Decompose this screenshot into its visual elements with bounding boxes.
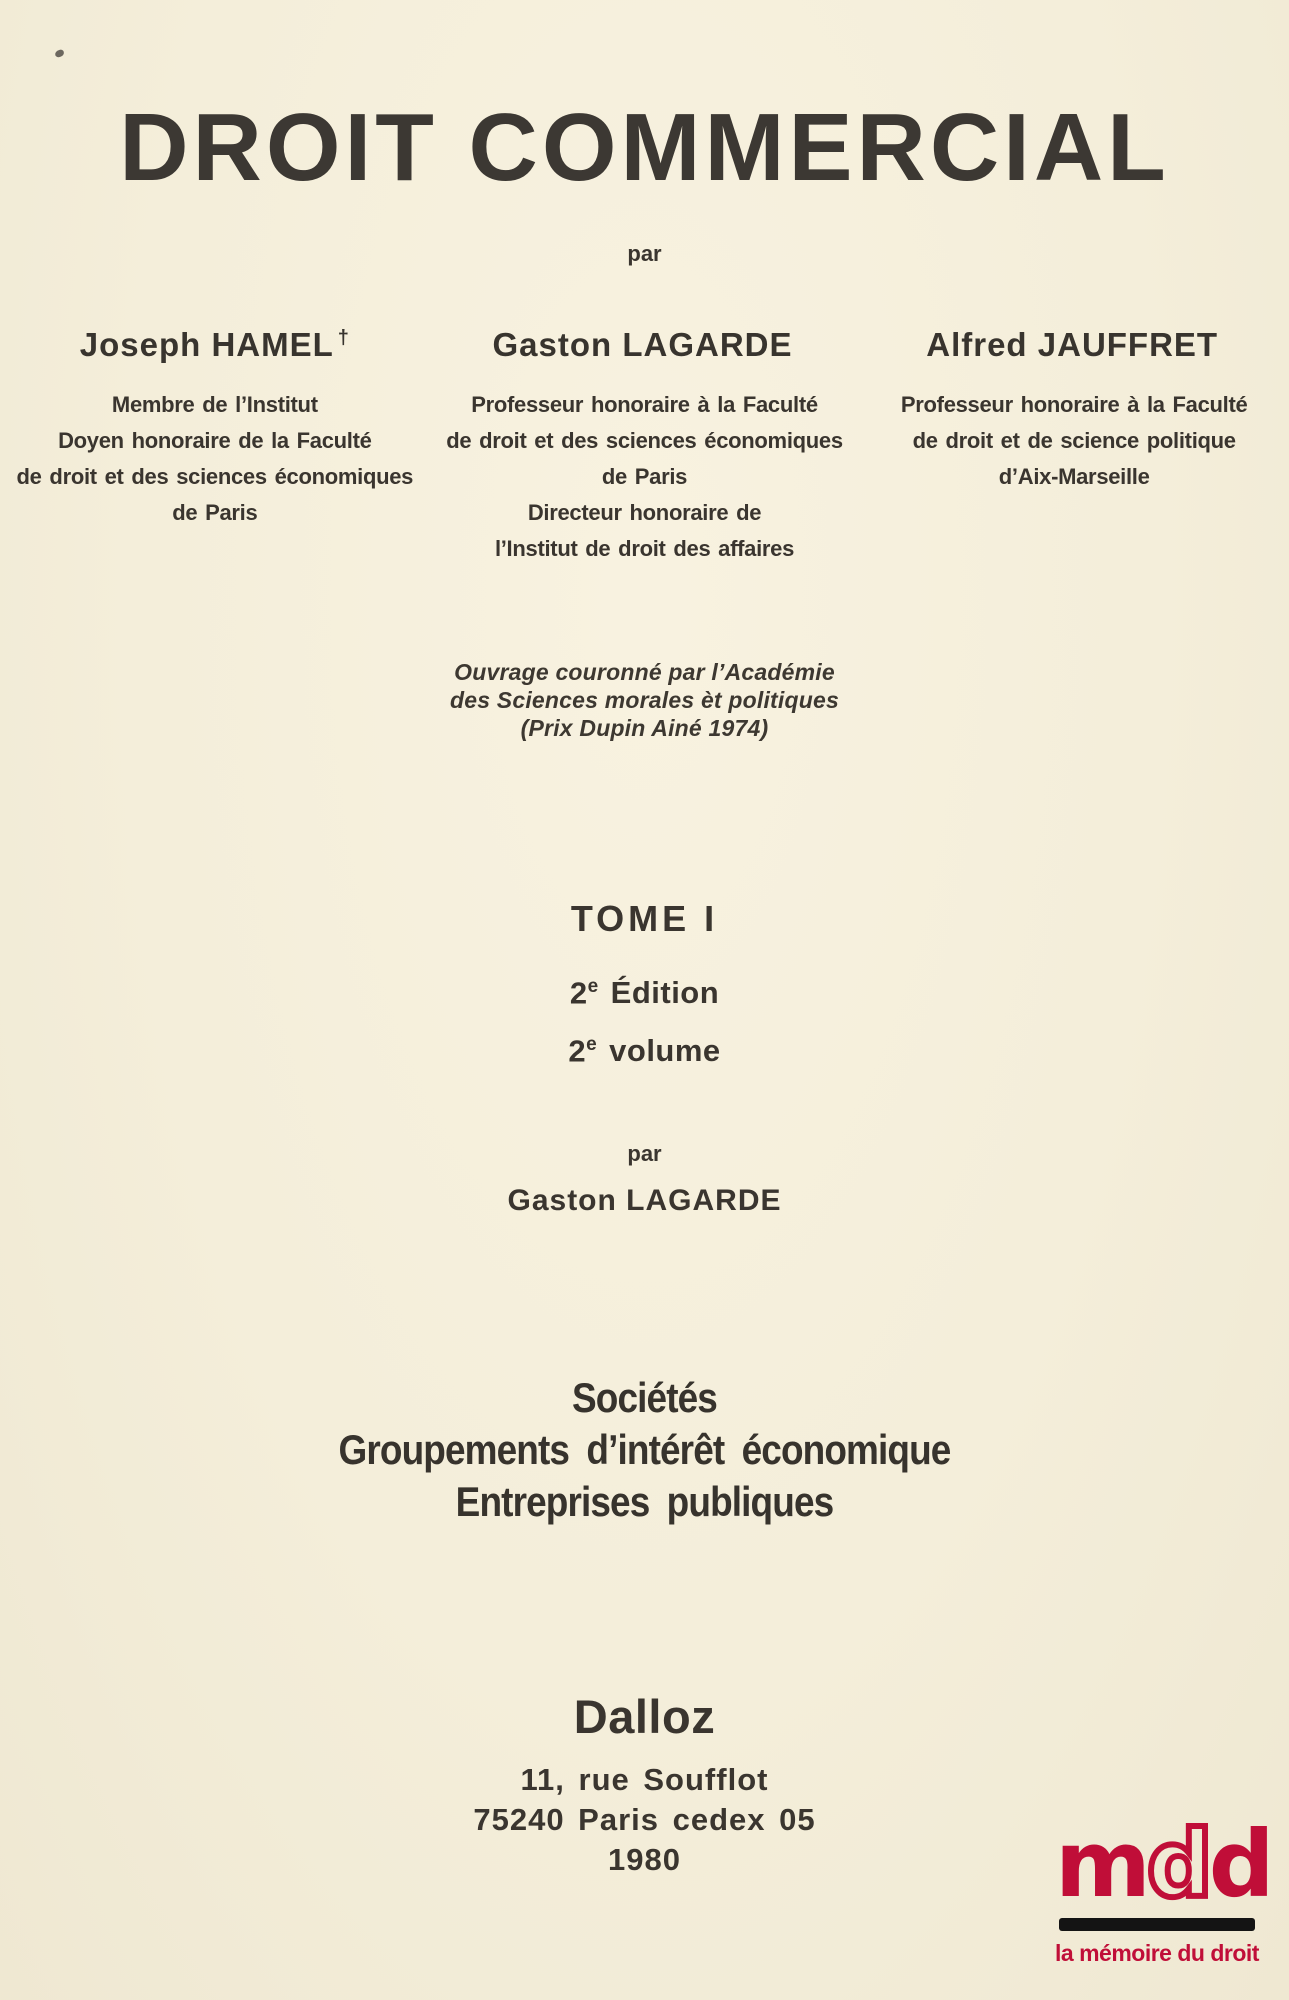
author-title-line: Professeur honoraire à la Faculté	[471, 392, 818, 417]
logo-letter-d: d	[1208, 1811, 1271, 1918]
subject-list	[77, 1372, 1211, 1528]
authors-row	[0, 316, 1289, 567]
author-title-line: de droit et des sciences économiques	[446, 428, 843, 453]
author-title-line: de droit et de science politique	[912, 428, 1236, 453]
author-title-line: Doyen honoraire de la Faculté	[58, 428, 372, 453]
subject-line: Sociétés	[571, 1374, 717, 1421]
edition-number: 2	[569, 975, 588, 1011]
edition-line	[0, 968, 1289, 1012]
author-title-line: de droit et des sciences économiques	[16, 464, 414, 489]
logo-letter-d-outline: d	[1146, 1811, 1209, 1918]
print-speck	[54, 49, 65, 58]
volume-number: 2	[568, 1033, 587, 1069]
volume-label: volume	[609, 1033, 721, 1069]
author-hamel	[0, 316, 430, 567]
author-lagarde-name-text: Gaston LAGARDE	[492, 326, 793, 363]
logo-underline-bar	[1059, 1918, 1255, 1931]
author-hamel-titles	[8, 387, 422, 531]
author-title-line: Directeur honoraire de	[527, 500, 762, 525]
author-title-line: d’Aix-Marseille	[998, 464, 1150, 489]
author-title-line: l’Institut de droit des affaires	[494, 536, 795, 561]
publication-year: 1980	[608, 1842, 681, 1877]
edition-ordinal: e	[587, 976, 599, 997]
logo-tagline: la mémoire du droit	[1055, 1940, 1259, 1966]
author-title-line: Professeur honoraire à la Faculté	[900, 392, 1248, 417]
publisher-name: Dalloz	[573, 1690, 716, 1743]
edition-label: Édition	[610, 975, 720, 1011]
author-lagarde-name	[438, 316, 852, 367]
author-jauffret-titles	[867, 387, 1281, 495]
tome-heading: TOME I	[570, 898, 719, 939]
publisher-address-street: 11, rue Soufflot	[520, 1762, 769, 1797]
deceased-dagger: †	[337, 327, 350, 349]
volume-author: Gaston LAGARDE	[507, 1184, 782, 1217]
award-line: (Prix Dupin Ainé 1974)	[520, 715, 769, 741]
mdd-logo	[1055, 1811, 1271, 1966]
author-hamel-name	[8, 316, 422, 367]
byline-par: par	[627, 241, 662, 266]
author-jauffret	[859, 316, 1289, 567]
author-jauffret-name-text: Alfred JAUFFRET	[926, 326, 1219, 363]
author-title-line: Membre de l’Institut	[111, 392, 318, 417]
volume-byline-par: par	[627, 1141, 662, 1166]
book-title: DROIT COMMERCIAL	[119, 94, 1170, 201]
subject-line: Groupements d’intérêt économique	[338, 1426, 951, 1473]
author-lagarde	[430, 316, 860, 567]
subject-line: Entreprises publiques	[455, 1478, 834, 1525]
author-lagarde-titles	[438, 387, 852, 567]
award-line: des Sciences morales èt politiques	[449, 687, 839, 713]
author-title-line: de Paris	[172, 500, 258, 525]
author-jauffret-name	[867, 316, 1281, 367]
mdd-logo-letters	[1055, 1811, 1271, 1918]
author-hamel-name-text: Joseph HAMEL	[79, 326, 334, 363]
award-line: Ouvrage couronné par l’Académie	[454, 659, 835, 685]
author-title-line: de Paris	[601, 464, 688, 489]
publisher-address-city: 75240 Paris cedex 05	[473, 1802, 816, 1837]
volume-ordinal: e	[586, 1034, 598, 1055]
award-note	[0, 658, 1289, 742]
volume-line	[0, 1026, 1289, 1070]
logo-letter-m: m	[1055, 1811, 1147, 1918]
